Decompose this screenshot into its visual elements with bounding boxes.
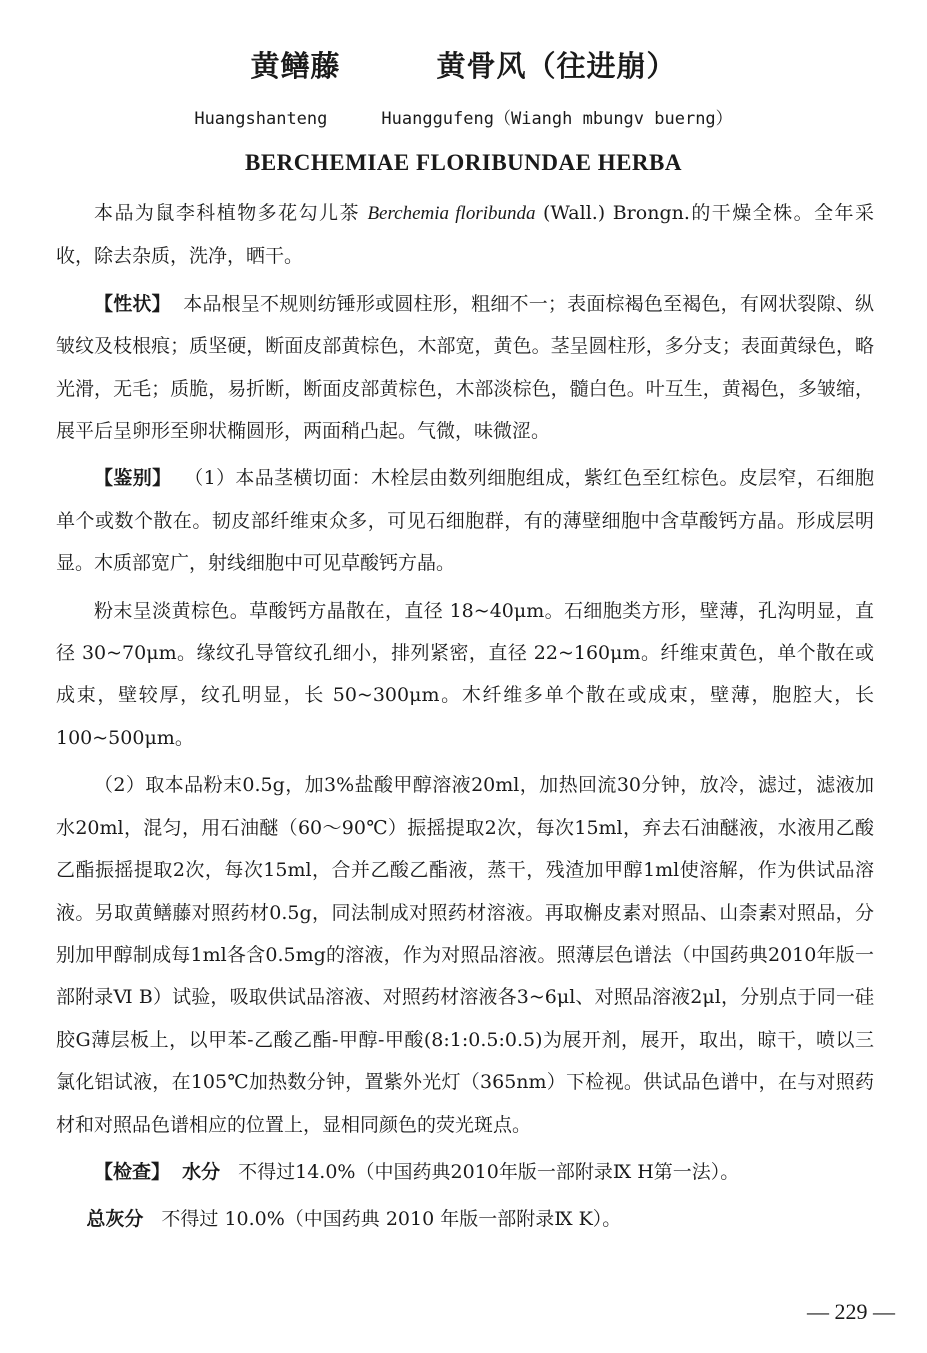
pinyin-line — [0, 104, 927, 129]
powder-text: 粉末呈淡黄棕色。草酸钙方晶散在，直径 18~40μm。石细胞类方形，壁薄，孔沟明显，直径 30~70μm。缘纹孔导管纹孔细小，排列紧密，直径 22~160μm。纤维束黄色，单个散在或成束，壁较厚，纹孔明显，长 50~300μm。木纤维多单个散在或成束，壁薄，胞腔大，长 100~500μm。 — [56, 599, 874, 749]
identification-paragraph-2 — [56, 764, 874, 1146]
monograph-title — [0, 44, 927, 85]
powder-paragraph — [56, 590, 874, 760]
ash-text: 不得过 10.0%（中国药典 2010 年版一部附录Ⅸ K）。 — [161, 1208, 622, 1231]
title-pinyin: Huangshanteng — [194, 109, 328, 129]
character-heading: 【性状】 — [94, 292, 171, 315]
title-pinyin-alternate: Huanggufeng（Wiangh mbungv buerng） — [381, 109, 733, 129]
page-number: — 229 — — [807, 1299, 895, 1324]
inspection-paragraph — [56, 1151, 874, 1193]
species-name: Berchemia floribunda — [367, 203, 536, 224]
inspection-heading: 【检查】 — [94, 1160, 171, 1183]
character-paragraph — [56, 283, 874, 453]
moisture-text: 不得过14.0%（中国药典2010年版一部附录Ⅸ H第一法）。 — [238, 1160, 740, 1183]
character-text: 本品根呈不规则纺锤形或圆柱形，粗细不一；表面棕褐色至褐色，有网状裂隙、纵皱纹及枝根痕；质坚硬，断面皮部黄棕色，木部宽，黄色。茎呈圆柱形，多分支；表面黄绿色，略光滑，无毛；质脆，易折断，断面皮部黄棕色，木部淡棕色，髓白色。叶互生，黄褐色，多皱缩，展平后呈卵形至卵状椭圆形，两面稍凸起。气微，味微涩。 — [56, 292, 874, 443]
intro-paragraph: 本品为鼠李科植物多花勾儿茶 Berchemia floribunda (Wall.) Brongn.的干燥全株。全年采收，除去杂质，洗净，晒干。 — [56, 202, 874, 268]
identification-item-2: （2）取本品粉末0.5g，加3%盐酸甲醇溶液20ml，加热回流30分钟，放冷，滤过，滤液加水20ml，混匀，用石油醚（60～90℃）振摇提取2次，每次15ml，弃去石油醚液，水液用乙酸乙酯振摇提取2次，每次15ml，合并乙酸乙酯液，蒸干，残渣加甲醇1ml使溶解，作为供试品溶液。另取黄鳝藤对照药材0.5g，同法制成对照药材溶液。再取槲皮素对照品、山柰素对照品，分别加甲醇制成每1ml各含0.5mg的溶液，作为对照品溶液。照薄层色谱法（中国药典2010年版一部附录Ⅵ B）试验，吸取供试品溶液、对照药材溶液各3~6μl、对照品溶液2μl，分别点于同一硅胶G薄层板上，以甲苯-乙酸乙酯-甲醇-甲酸(8:1:0.5:0.5)为展开剂，展开，取出，晾干，喷以三氯化铝试液，在105℃加热数分钟，置紫外光灯（365nm）下检视。供试品色谱中，在与对照药材和对照品色谱相应的位置上，显相同颜色的荧光斑点。 — [56, 774, 874, 1136]
identification-heading: 【鉴别】 — [94, 467, 172, 490]
identification-item-1: （1）本品茎横切面：木栓层由数列细胞组成，紫红色至红棕色。皮层窄，石细胞单个或数个散在。韧皮部纤维束众多，可见石细胞群，有的薄壁细胞中含草酸钙方晶。形成层明显。木质部宽广，射线细胞中可见草酸钙方晶。 — [56, 467, 874, 575]
latin-name: BERCHEMIAE FLORIBUNDAE HERBA — [245, 150, 682, 175]
ash-paragraph — [56, 1198, 874, 1240]
monograph-body — [56, 192, 874, 1246]
identification-paragraph-1 — [56, 457, 874, 584]
title-chinese-alternate: 黄骨风（往进崩） — [436, 49, 677, 83]
moisture-label: 水分 — [182, 1160, 221, 1183]
ash-label: 总灰分 — [86, 1208, 144, 1231]
title-chinese: 黄鳝藤 — [250, 49, 341, 83]
